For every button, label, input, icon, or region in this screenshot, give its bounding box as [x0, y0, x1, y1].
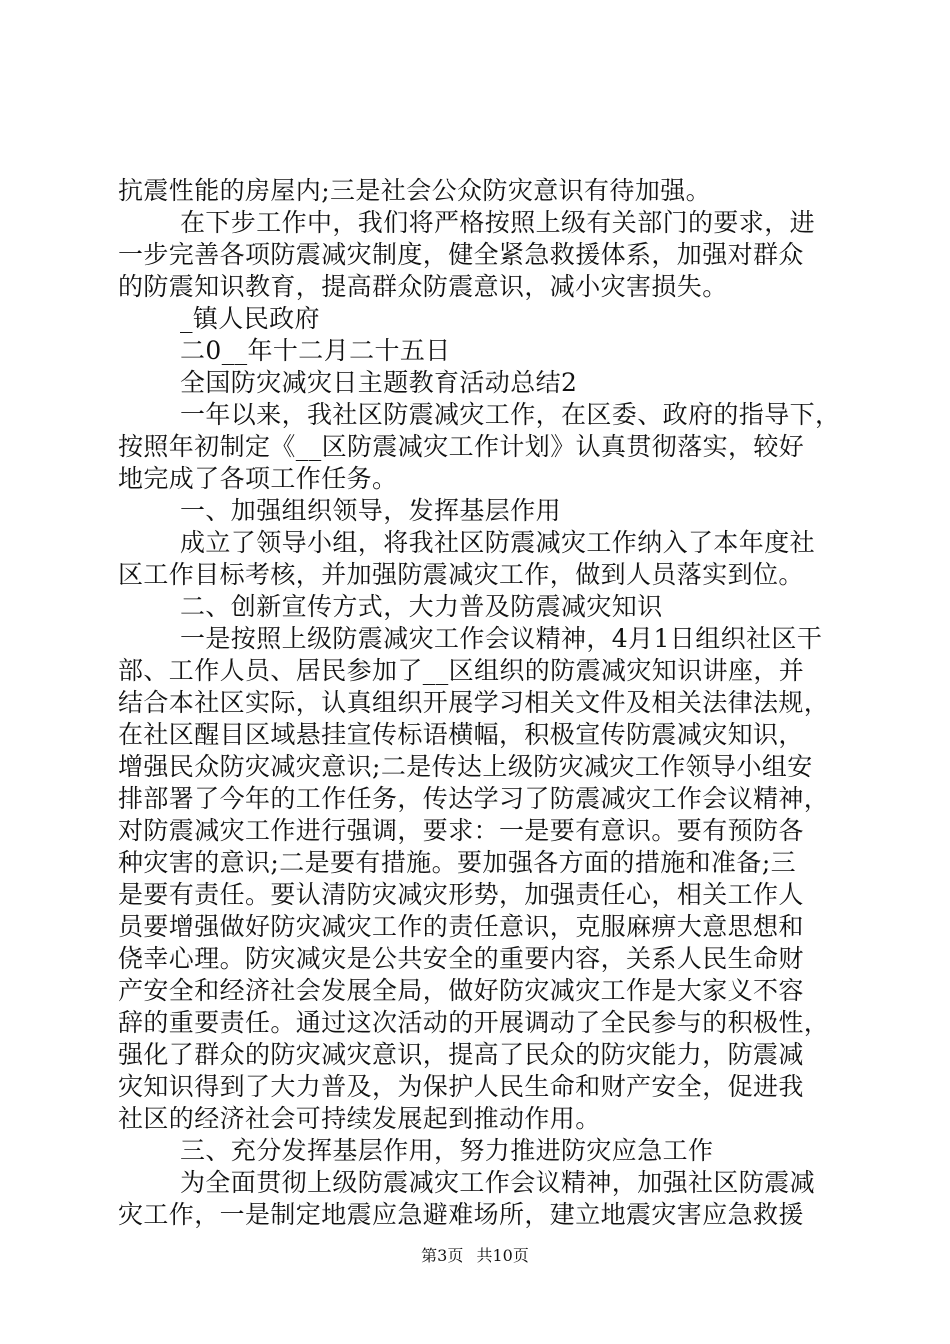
body-line: 辞的重要责任。通过这次活动的开展调动了全民参与的积极性， — [118, 1008, 830, 1037]
body-line: 是要有责任。要认清防灾减灾形势，加强责任心，相关工作人 — [118, 880, 804, 909]
heading-line: 三、充分发挥基层作用，努力推进防灾应急工作 — [180, 1136, 714, 1165]
page-number: 第3页 — [421, 1246, 464, 1265]
body-line: 一年以来，我社区防震减灾工作，在区委、政府的指导下， — [180, 400, 840, 429]
body-line: 地完成了各项工作任务。 — [118, 464, 398, 493]
body-line: 按照年初制定《__区防震减灾工作计划》认真贯彻落实，较好 — [118, 432, 805, 461]
body-line: 种灾害的意识;二是要有措施。要加强各方面的措施和准备;三 — [118, 848, 797, 877]
body-line: 结合本社区实际，认真组织开展学习相关文件及相关法律法规， — [118, 688, 830, 717]
body-line: 增强民众防灾减灾意识;二是传达上级防灾减灾工作领导小组安 — [118, 752, 813, 781]
body-line: 部、工作人员、居民参加了__区组织的防震减灾知识讲座，并 — [118, 656, 805, 685]
body-line: 社区的经济社会可持续发展起到推动作用。 — [118, 1104, 601, 1133]
body-line: 成立了领导小组，将我社区防震减灾工作纳入了本年度社 — [180, 528, 816, 557]
heading-line: 二、创新宣传方式，大力普及防震减灾知识 — [180, 592, 663, 621]
body-line: 产安全和经济社会发展全局，做好防灾减灾工作是大家义不容 — [118, 976, 804, 1005]
heading-line: 一、加强组织领导，发挥基层作用 — [180, 496, 562, 525]
page-total: 共10页 — [476, 1246, 529, 1265]
body-line: 一是按照上级防震减灾工作会议精神，4月1日组织社区干 — [180, 624, 823, 653]
body-line: 为全面贯彻上级防震减灾工作会议精神，加强社区防震减 — [180, 1168, 816, 1197]
body-line: 对防震减灾工作进行强调，要求：一是要有意识。要有预防各 — [118, 816, 804, 845]
section-title: 全国防灾减灾日主题教育活动总结2 — [180, 368, 578, 397]
body-line: 强化了群众的防灾减灾意识，提高了民众的防灾能力，防震减 — [118, 1040, 804, 1069]
body-line: 员要增强做好防灾减灾工作的责任意识，克服麻痹大意思想和 — [118, 912, 804, 941]
body-line: 区工作目标考核，并加强防震减灾工作，做到人员落实到位。 — [118, 560, 804, 589]
body-line: 排部署了今年的工作任务，传达学习了防震减灾工作会议精神， — [118, 784, 830, 813]
body-line: 在下步工作中，我们将严格按照上级有关部门的要求，进 — [180, 208, 816, 237]
page-footer — [0, 1245, 950, 1267]
body-line: 抗震性能的房屋内;三是社会公众防灾意识有待加强。 — [118, 176, 712, 205]
body-line: 在社区醒目区域悬挂宣传标语横幅，积极宣传防震减灾知识， — [118, 720, 804, 749]
body-line: 一步完善各项防震减灾制度，健全紧急救援体系，加强对群众 — [118, 240, 804, 269]
signature-line: _镇人民政府 — [180, 304, 320, 333]
body-line: 侥幸心理。防灾减灾是公共安全的重要内容，关系人民生命财 — [118, 944, 804, 973]
body-line: 的防震知识教育，提高群众防震意识，减小灾害损失。 — [118, 272, 728, 301]
date-line: 二0__年十二月二十五日 — [180, 336, 451, 365]
body-line: 灾工作，一是制定地震应急避难场所，建立地震灾害应急救援 — [118, 1200, 804, 1229]
body-line: 灾知识得到了大力普及，为保护人民生命和财产安全，促进我 — [118, 1072, 804, 1101]
